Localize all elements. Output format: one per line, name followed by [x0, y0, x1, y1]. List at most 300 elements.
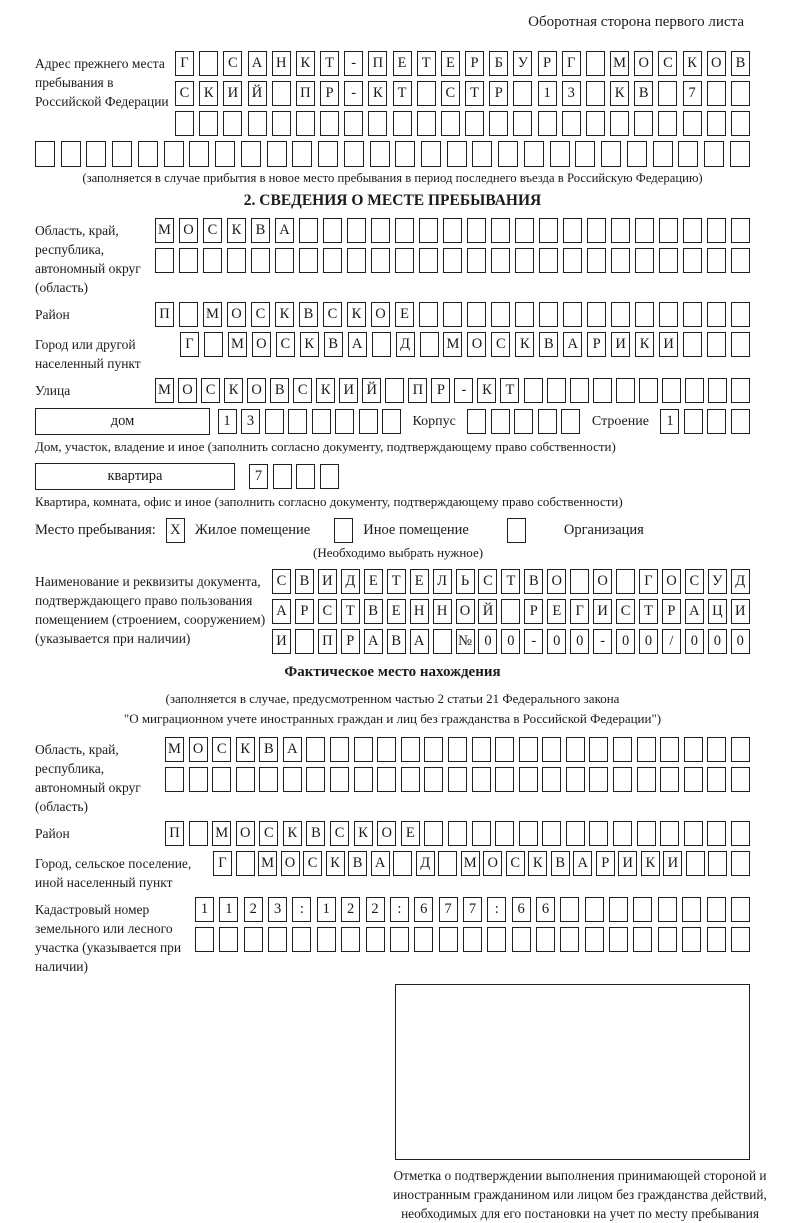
form-cell[interactable] — [448, 737, 467, 762]
form-cell[interactable]: А — [371, 851, 390, 876]
form-cell[interactable] — [472, 141, 492, 167]
form-cell[interactable]: С — [330, 821, 349, 846]
form-cell[interactable] — [586, 111, 605, 136]
form-cell[interactable] — [562, 111, 581, 136]
form-cell[interactable]: 2 — [366, 897, 385, 922]
form-cell[interactable] — [467, 218, 486, 243]
form-cell[interactable] — [707, 927, 726, 952]
form-cell[interactable] — [420, 332, 439, 357]
form-cell[interactable] — [637, 821, 656, 846]
form-cell[interactable]: П — [296, 81, 315, 106]
form-cell[interactable]: М — [258, 851, 277, 876]
form-cell[interactable]: В — [731, 51, 750, 76]
form-cell[interactable]: М — [155, 218, 174, 243]
form-cell[interactable]: К — [528, 851, 547, 876]
form-cell[interactable] — [611, 218, 630, 243]
form-cell[interactable]: А — [272, 599, 291, 624]
form-cell[interactable] — [377, 737, 396, 762]
form-cell[interactable] — [347, 248, 366, 273]
form-cell[interactable] — [539, 218, 558, 243]
form-cell[interactable]: 7 — [249, 464, 268, 489]
form-cell[interactable] — [660, 737, 679, 762]
form-cell[interactable] — [684, 821, 703, 846]
form-cell[interactable]: И — [663, 851, 682, 876]
form-cell[interactable]: 0 — [547, 629, 566, 654]
form-cell[interactable] — [707, 218, 726, 243]
form-cell[interactable] — [86, 141, 106, 167]
form-cell[interactable] — [513, 111, 532, 136]
form-cell[interactable] — [491, 409, 510, 434]
form-cell[interactable] — [179, 248, 198, 273]
form-cell[interactable] — [283, 767, 302, 792]
form-cell[interactable]: : — [487, 897, 506, 922]
form-cell[interactable]: 6 — [512, 897, 531, 922]
form-cell[interactable] — [707, 81, 726, 106]
form-cell[interactable] — [547, 378, 566, 403]
form-cell[interactable]: X — [166, 518, 185, 543]
form-cell[interactable]: № — [456, 629, 475, 654]
form-cell[interactable] — [731, 332, 750, 357]
form-cell[interactable]: В — [251, 218, 270, 243]
form-cell[interactable] — [660, 767, 679, 792]
form-cell[interactable] — [658, 927, 677, 952]
form-cell[interactable] — [570, 569, 589, 594]
form-cell[interactable] — [563, 218, 582, 243]
form-cell[interactable] — [215, 141, 235, 167]
form-cell[interactable]: А — [410, 629, 429, 654]
form-cell[interactable] — [443, 302, 462, 327]
form-cell[interactable] — [538, 111, 557, 136]
form-cell[interactable] — [489, 111, 508, 136]
form-cell[interactable] — [155, 248, 174, 273]
form-cell[interactable] — [288, 409, 307, 434]
form-cell[interactable]: В — [551, 851, 570, 876]
form-cell[interactable] — [563, 248, 582, 273]
form-cell[interactable]: 1 — [538, 81, 557, 106]
form-cell[interactable]: Т — [465, 81, 484, 106]
form-cell[interactable] — [707, 767, 726, 792]
form-cell[interactable]: Г — [570, 599, 589, 624]
form-cell[interactable]: - — [524, 629, 543, 654]
form-cell[interactable] — [354, 737, 373, 762]
form-cell[interactable] — [272, 111, 291, 136]
form-cell[interactable]: С — [175, 81, 194, 106]
form-cell[interactable]: У — [513, 51, 532, 76]
form-cell[interactable]: П — [408, 378, 427, 403]
form-cell[interactable] — [395, 141, 415, 167]
form-cell[interactable] — [708, 851, 727, 876]
form-cell[interactable] — [683, 302, 702, 327]
form-cell[interactable]: И — [611, 332, 630, 357]
form-cell[interactable]: М — [212, 821, 231, 846]
form-cell[interactable] — [616, 569, 635, 594]
form-cell[interactable]: П — [155, 302, 174, 327]
form-cell[interactable]: Е — [410, 569, 429, 594]
form-cell[interactable] — [524, 141, 544, 167]
form-cell[interactable] — [330, 767, 349, 792]
form-cell[interactable] — [385, 378, 404, 403]
form-cell[interactable]: 0 — [616, 629, 635, 654]
form-cell[interactable]: Ь — [456, 569, 475, 594]
form-cell[interactable] — [112, 141, 132, 167]
form-cell[interactable] — [491, 302, 510, 327]
form-cell[interactable]: 1 — [195, 897, 214, 922]
form-cell[interactable] — [330, 737, 349, 762]
form-cell[interactable] — [295, 629, 314, 654]
form-cell[interactable]: О — [178, 378, 197, 403]
form-cell[interactable]: 3 — [268, 897, 287, 922]
form-cell[interactable] — [414, 927, 433, 952]
form-cell[interactable]: А — [364, 629, 383, 654]
form-cell[interactable]: О — [662, 569, 681, 594]
form-cell[interactable] — [236, 767, 255, 792]
form-cell[interactable] — [472, 737, 491, 762]
form-cell[interactable]: С — [201, 378, 220, 403]
form-cell[interactable] — [320, 111, 339, 136]
form-cell[interactable] — [731, 821, 750, 846]
form-cell[interactable] — [515, 248, 534, 273]
form-cell[interactable] — [448, 821, 467, 846]
form-cell[interactable] — [658, 111, 677, 136]
form-cell[interactable]: В — [387, 629, 406, 654]
house-type-box[interactable]: дом — [35, 408, 210, 435]
form-cell[interactable] — [585, 927, 604, 952]
form-cell[interactable] — [35, 141, 55, 167]
form-cell[interactable] — [370, 141, 390, 167]
form-cell[interactable] — [312, 409, 331, 434]
form-cell[interactable] — [731, 927, 750, 952]
form-cell[interactable] — [61, 141, 81, 167]
form-cell[interactable] — [707, 409, 726, 434]
form-cell[interactable] — [682, 897, 701, 922]
form-cell[interactable] — [165, 767, 184, 792]
form-cell[interactable]: Е — [441, 51, 460, 76]
form-cell[interactable]: И — [731, 599, 750, 624]
form-cell[interactable]: О — [281, 851, 300, 876]
form-cell[interactable] — [433, 629, 452, 654]
form-cell[interactable]: Р — [431, 378, 450, 403]
form-cell[interactable]: Т — [320, 51, 339, 76]
form-cell[interactable]: В — [634, 81, 653, 106]
form-cell[interactable]: Б — [489, 51, 508, 76]
form-cell[interactable] — [296, 464, 315, 489]
form-cell[interactable] — [244, 927, 263, 952]
apartment-type-box[interactable]: квартира — [35, 463, 235, 490]
form-cell[interactable] — [684, 409, 703, 434]
form-cell[interactable] — [467, 248, 486, 273]
form-cell[interactable] — [371, 248, 390, 273]
form-cell[interactable] — [439, 927, 458, 952]
form-cell[interactable]: А — [283, 737, 302, 762]
form-cell[interactable] — [465, 111, 484, 136]
form-cell[interactable] — [223, 111, 242, 136]
form-cell[interactable] — [199, 111, 218, 136]
form-cell[interactable] — [635, 248, 654, 273]
form-cell[interactable] — [275, 248, 294, 273]
form-cell[interactable]: К — [300, 332, 319, 357]
form-cell[interactable] — [424, 737, 443, 762]
form-cell[interactable] — [443, 248, 462, 273]
form-cell[interactable] — [550, 141, 570, 167]
form-cell[interactable] — [660, 821, 679, 846]
form-cell[interactable] — [538, 409, 557, 434]
form-cell[interactable] — [637, 737, 656, 762]
form-cell[interactable] — [637, 767, 656, 792]
form-cell[interactable] — [359, 409, 378, 434]
form-cell[interactable]: К — [199, 81, 218, 106]
form-cell[interactable] — [424, 821, 443, 846]
form-cell[interactable]: С — [441, 81, 460, 106]
form-cell[interactable] — [730, 141, 750, 167]
form-cell[interactable] — [467, 409, 486, 434]
form-cell[interactable]: О — [247, 378, 266, 403]
form-cell[interactable] — [515, 218, 534, 243]
form-cell[interactable] — [495, 737, 514, 762]
form-cell[interactable] — [248, 111, 267, 136]
form-cell[interactable] — [561, 409, 580, 434]
form-cell[interactable]: И — [339, 378, 358, 403]
form-cell[interactable] — [613, 821, 632, 846]
form-cell[interactable] — [424, 767, 443, 792]
form-cell[interactable] — [341, 927, 360, 952]
form-cell[interactable]: Д — [396, 332, 415, 357]
form-cell[interactable] — [344, 141, 364, 167]
form-cell[interactable]: И — [618, 851, 637, 876]
form-cell[interactable]: С — [212, 737, 231, 762]
form-cell[interactable] — [536, 927, 555, 952]
form-cell[interactable]: К — [224, 378, 243, 403]
form-cell[interactable] — [524, 378, 543, 403]
form-cell[interactable]: Й — [362, 378, 381, 403]
form-cell[interactable] — [395, 218, 414, 243]
form-cell[interactable] — [195, 927, 214, 952]
form-cell[interactable] — [707, 111, 726, 136]
form-cell[interactable]: И — [272, 629, 291, 654]
form-cell[interactable] — [204, 332, 223, 357]
form-cell[interactable] — [323, 218, 342, 243]
form-cell[interactable]: 0 — [708, 629, 727, 654]
form-cell[interactable] — [515, 302, 534, 327]
form-cell[interactable] — [354, 767, 373, 792]
form-cell[interactable] — [463, 927, 482, 952]
form-cell[interactable]: В — [295, 569, 314, 594]
form-cell[interactable]: Р — [662, 599, 681, 624]
form-cell[interactable]: К — [368, 81, 387, 106]
form-cell[interactable] — [634, 111, 653, 136]
form-cell[interactable] — [419, 248, 438, 273]
form-cell[interactable]: А — [685, 599, 704, 624]
form-cell[interactable]: : — [390, 897, 409, 922]
form-cell[interactable] — [441, 111, 460, 136]
form-cell[interactable] — [164, 141, 184, 167]
form-cell[interactable] — [292, 141, 312, 167]
form-cell[interactable] — [684, 767, 703, 792]
form-cell[interactable]: А — [348, 332, 367, 357]
form-cell[interactable]: Т — [387, 569, 406, 594]
form-cell[interactable]: Р — [295, 599, 314, 624]
form-cell[interactable]: К — [641, 851, 660, 876]
form-cell[interactable] — [495, 821, 514, 846]
form-cell[interactable] — [513, 81, 532, 106]
form-cell[interactable]: К — [283, 821, 302, 846]
form-cell[interactable] — [417, 111, 436, 136]
form-cell[interactable] — [491, 218, 510, 243]
form-cell[interactable] — [586, 81, 605, 106]
form-cell[interactable] — [419, 302, 438, 327]
form-cell[interactable]: М — [461, 851, 480, 876]
form-cell[interactable]: С — [251, 302, 270, 327]
form-cell[interactable]: 3 — [241, 409, 260, 434]
form-cell[interactable]: О — [236, 821, 255, 846]
form-cell[interactable] — [491, 248, 510, 273]
form-cell[interactable] — [707, 302, 726, 327]
form-cell[interactable] — [731, 218, 750, 243]
form-cell[interactable] — [707, 821, 726, 846]
form-cell[interactable]: К — [236, 737, 255, 762]
form-cell[interactable] — [601, 141, 621, 167]
form-cell[interactable]: И — [659, 332, 678, 357]
form-cell[interactable] — [395, 248, 414, 273]
form-cell[interactable]: М — [203, 302, 222, 327]
form-cell[interactable]: Р — [524, 599, 543, 624]
form-cell[interactable]: И — [593, 599, 612, 624]
form-cell[interactable] — [419, 218, 438, 243]
form-cell[interactable]: Л — [433, 569, 452, 594]
form-cell[interactable]: В — [306, 821, 325, 846]
form-cell[interactable]: 1 — [660, 409, 679, 434]
form-cell[interactable] — [199, 51, 218, 76]
form-cell[interactable]: О — [707, 51, 726, 76]
form-cell[interactable] — [635, 218, 654, 243]
form-cell[interactable] — [421, 141, 441, 167]
form-cell[interactable] — [684, 737, 703, 762]
form-cell[interactable] — [212, 767, 231, 792]
form-cell[interactable]: Т — [500, 378, 519, 403]
form-cell[interactable] — [683, 332, 702, 357]
form-cell[interactable] — [448, 767, 467, 792]
form-cell[interactable] — [678, 141, 698, 167]
form-cell[interactable]: С — [203, 218, 222, 243]
form-cell[interactable] — [495, 767, 514, 792]
form-cell[interactable]: Е — [547, 599, 566, 624]
form-cell[interactable] — [563, 302, 582, 327]
form-cell[interactable]: Т — [393, 81, 412, 106]
form-cell[interactable]: 2 — [341, 897, 360, 922]
form-cell[interactable]: Т — [639, 599, 658, 624]
form-cell[interactable]: Г — [213, 851, 232, 876]
form-cell[interactable]: 6 — [536, 897, 555, 922]
form-cell[interactable]: Г — [562, 51, 581, 76]
form-cell[interactable] — [519, 821, 538, 846]
form-cell[interactable] — [589, 821, 608, 846]
form-cell[interactable] — [443, 218, 462, 243]
form-cell[interactable]: К — [683, 51, 702, 76]
form-cell[interactable] — [731, 851, 750, 876]
form-cell[interactable] — [731, 81, 750, 106]
form-cell[interactable]: О — [593, 569, 612, 594]
form-cell[interactable]: О — [179, 218, 198, 243]
form-cell[interactable]: 0 — [685, 629, 704, 654]
form-cell[interactable] — [586, 51, 605, 76]
form-cell[interactable] — [390, 927, 409, 952]
form-cell[interactable]: С — [303, 851, 322, 876]
form-cell[interactable]: А — [563, 332, 582, 357]
form-cell[interactable]: Е — [387, 599, 406, 624]
form-cell[interactable] — [438, 851, 457, 876]
form-cell[interactable]: Р — [538, 51, 557, 76]
form-cell[interactable]: 1 — [317, 897, 336, 922]
form-cell[interactable]: В — [324, 332, 343, 357]
form-cell[interactable] — [658, 897, 677, 922]
form-cell[interactable]: С — [318, 599, 337, 624]
form-cell[interactable] — [514, 409, 533, 434]
form-cell[interactable]: / — [662, 629, 681, 654]
form-cell[interactable]: М — [443, 332, 462, 357]
form-cell[interactable] — [203, 248, 222, 273]
form-cell[interactable]: К — [635, 332, 654, 357]
form-cell[interactable]: Д — [341, 569, 360, 594]
form-cell[interactable] — [175, 111, 194, 136]
form-cell[interactable] — [241, 141, 261, 167]
form-cell[interactable] — [501, 599, 520, 624]
form-cell[interactable]: К — [477, 378, 496, 403]
form-cell[interactable]: С — [506, 851, 525, 876]
form-cell[interactable]: 0 — [501, 629, 520, 654]
form-cell[interactable] — [593, 378, 612, 403]
form-cell[interactable]: Й — [478, 599, 497, 624]
form-cell[interactable]: П — [165, 821, 184, 846]
form-cell[interactable] — [306, 767, 325, 792]
form-cell[interactable] — [682, 927, 701, 952]
form-cell[interactable] — [512, 927, 531, 952]
form-cell[interactable] — [609, 897, 628, 922]
form-cell[interactable] — [613, 737, 632, 762]
form-cell[interactable] — [472, 767, 491, 792]
form-cell[interactable] — [507, 518, 526, 543]
form-cell[interactable] — [487, 927, 506, 952]
form-cell[interactable] — [610, 111, 629, 136]
form-cell[interactable] — [138, 141, 158, 167]
form-cell[interactable] — [189, 821, 208, 846]
form-cell[interactable]: О — [377, 821, 396, 846]
form-cell[interactable]: М — [228, 332, 247, 357]
form-cell[interactable]: Н — [433, 599, 452, 624]
form-cell[interactable] — [731, 737, 750, 762]
form-cell[interactable] — [179, 302, 198, 327]
form-cell[interactable] — [659, 248, 678, 273]
form-cell[interactable] — [539, 302, 558, 327]
form-cell[interactable] — [268, 927, 287, 952]
form-cell[interactable]: С — [478, 569, 497, 594]
form-cell[interactable] — [273, 464, 292, 489]
form-cell[interactable]: С — [276, 332, 295, 357]
form-cell[interactable]: К — [316, 378, 335, 403]
form-cell[interactable]: О — [634, 51, 653, 76]
form-cell[interactable] — [613, 767, 632, 792]
form-cell[interactable]: С — [223, 51, 242, 76]
form-cell[interactable] — [267, 141, 287, 167]
form-cell[interactable] — [609, 927, 628, 952]
form-cell[interactable]: 0 — [731, 629, 750, 654]
form-cell[interactable]: В — [270, 378, 289, 403]
form-cell[interactable] — [377, 767, 396, 792]
form-cell[interactable]: К — [326, 851, 345, 876]
form-cell[interactable]: Е — [364, 569, 383, 594]
form-cell[interactable]: О — [371, 302, 390, 327]
form-cell[interactable]: У — [708, 569, 727, 594]
form-cell[interactable]: В — [348, 851, 367, 876]
form-cell[interactable] — [683, 111, 702, 136]
